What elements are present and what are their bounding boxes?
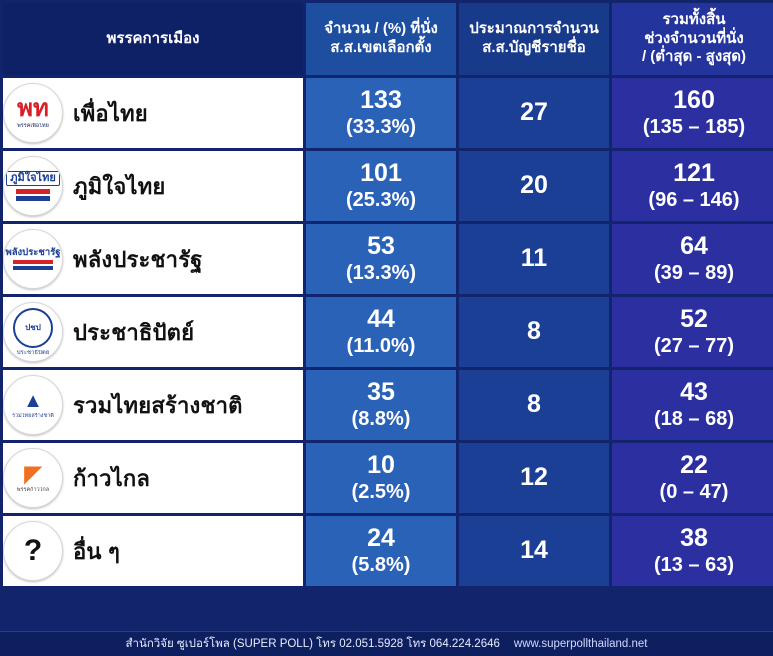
constituency-seats-cell	[306, 297, 456, 367]
constituency-seats-percent: (5.8%)	[351, 553, 411, 576]
partylist-seats-cell	[459, 224, 609, 294]
total-seats-range: (96 – 146)	[648, 188, 740, 211]
party-logo-icon	[3, 302, 63, 362]
party-name: ภูมิใจไทย	[73, 173, 166, 199]
total-seats-value: 160	[673, 86, 715, 115]
header-total-column	[612, 3, 773, 75]
table-header-row	[3, 3, 773, 75]
constituency-seats-value: 10	[367, 451, 395, 480]
party-logo-mark: ?	[23, 534, 43, 567]
partylist-seats-value: 20	[520, 171, 548, 200]
table-row	[3, 370, 773, 440]
logo-red-bar	[13, 260, 53, 264]
partylist-seats-cell	[459, 151, 609, 221]
header-constituency-column	[306, 3, 456, 75]
partylist-seats-cell	[459, 370, 609, 440]
party-cell	[3, 443, 303, 513]
constituency-seats-cell	[306, 443, 456, 513]
party-name: ประชาธิปัตย์	[73, 319, 195, 345]
logo-blue-bar	[13, 266, 53, 270]
header-constituency-line1: จำนวน / (%) ที่นั่ง	[324, 20, 438, 38]
constituency-seats-cell	[306, 224, 456, 294]
total-seats-cell	[612, 151, 773, 221]
header-partylist-line2: ส.ส.บัญชีรายชื่อ	[482, 39, 586, 56]
constituency-seats-cell	[306, 78, 456, 148]
party-cell	[3, 516, 303, 586]
party-name: รวมไทยสร้างชาติ	[73, 392, 243, 418]
partylist-seats-value: 8	[527, 390, 541, 419]
partylist-seats-cell	[459, 443, 609, 513]
header-total-line1: รวมทั้งสิ้น	[662, 10, 726, 28]
party-logo-mark: พท	[17, 94, 49, 122]
table-row	[3, 78, 773, 148]
party-cell	[3, 78, 303, 148]
header-total-line2: ช่วงจำนวนที่นั่ง	[644, 29, 744, 47]
constituency-seats-cell	[306, 370, 456, 440]
constituency-seats-percent: (8.8%)	[351, 407, 411, 430]
party-name: เพื่อไทย	[73, 100, 148, 126]
total-seats-cell	[612, 224, 773, 294]
party-logo-icon	[3, 448, 63, 508]
table-row	[3, 151, 773, 221]
table-row	[3, 297, 773, 367]
party-logo-mark: ▲	[23, 389, 43, 412]
total-seats-range: (135 – 185)	[642, 115, 746, 138]
logo-blue-bar	[16, 196, 50, 201]
total-seats-value: 64	[680, 232, 708, 261]
partylist-seats-value: 8	[527, 317, 541, 346]
constituency-seats-value: 101	[360, 159, 402, 188]
header-partylist-line1: ประมาณการจำนวน	[469, 20, 599, 38]
total-seats-value: 43	[680, 378, 708, 407]
constituency-seats-cell	[306, 516, 456, 586]
total-seats-cell	[612, 297, 773, 367]
party-cell	[3, 224, 303, 294]
party-name: พลังประชารัฐ	[73, 246, 203, 272]
party-logo-sub: ประชาธิปัตย์	[16, 349, 50, 356]
constituency-seats-cell	[306, 151, 456, 221]
total-seats-range: (18 – 68)	[653, 407, 735, 430]
party-logo-icon	[3, 156, 63, 216]
party-logo-sub: พรรคก้าวไกล	[16, 486, 50, 493]
table-row	[3, 224, 773, 294]
party-cell	[3, 151, 303, 221]
total-seats-value: 38	[680, 524, 708, 553]
total-seats-range: (0 – 47)	[659, 480, 729, 503]
total-seats-range: (39 – 89)	[653, 261, 735, 284]
total-seats-cell	[612, 443, 773, 513]
constituency-seats-percent: (2.5%)	[351, 480, 411, 503]
party-cell	[3, 370, 303, 440]
total-seats-range: (13 – 63)	[653, 553, 735, 576]
constituency-seats-value: 44	[367, 305, 395, 334]
footer-source: สำนักวิจัย ซูเปอร์โพล (SUPER POLL) โทร 02.051.5928 โทร 064.224.2646	[125, 638, 500, 650]
constituency-seats-value: 53	[367, 232, 395, 261]
party-logo-sub: พรรคเพื่อไทย	[17, 122, 49, 129]
party-logo-icon	[3, 229, 63, 289]
logo-red-bar	[16, 189, 50, 194]
header-constituency-line2: ส.ส.เขตเลือกตั้ง	[330, 39, 432, 56]
party-name: อื่น ๆ	[73, 538, 120, 564]
constituency-seats-percent: (11.0%)	[346, 334, 416, 357]
table-row	[3, 516, 773, 586]
total-seats-value: 52	[680, 305, 708, 334]
partylist-seats-value: 14	[520, 536, 548, 565]
total-seats-cell	[612, 78, 773, 148]
constituency-seats-value: 35	[367, 378, 395, 407]
total-seats-cell	[612, 370, 773, 440]
party-logo-mark: ภูมิใจไทย	[6, 171, 60, 186]
partylist-seats-cell	[459, 297, 609, 367]
partylist-seats-cell	[459, 516, 609, 586]
header-party-column	[3, 3, 303, 75]
party-logo-icon	[3, 83, 63, 143]
table-row	[3, 443, 773, 513]
constituency-seats-value: 24	[367, 524, 395, 553]
footer-website[interactable]: www.superpollthailand.net	[513, 638, 648, 650]
party-logo-mark: ปชป	[13, 308, 53, 348]
total-seats-value: 121	[673, 159, 715, 188]
constituency-seats-percent: (33.3%)	[345, 115, 417, 138]
constituency-seats-percent: (25.3%)	[345, 188, 417, 211]
party-logo-icon	[3, 375, 63, 435]
party-logo-mark: ◤	[24, 460, 42, 486]
constituency-seats-value: 133	[360, 86, 402, 115]
party-name: ก้าวไกล	[73, 465, 151, 491]
partylist-seats-value: 27	[520, 98, 548, 127]
party-logo-mark: พลังประชารัฐ	[5, 246, 61, 258]
party-logo-sub: รวมไทยสร้างชาติ	[12, 412, 54, 419]
footer-credit	[0, 631, 773, 656]
partylist-seats-value: 11	[520, 244, 548, 273]
constituency-seats-percent: (13.3%)	[345, 261, 417, 284]
partylist-seats-value: 12	[520, 463, 548, 492]
party-cell	[3, 297, 303, 367]
partylist-seats-cell	[459, 78, 609, 148]
party-logo-icon	[3, 521, 63, 581]
header-total-line3: / (ต่ำสุด - สูงสุด)	[641, 48, 747, 66]
total-seats-value: 22	[680, 451, 708, 480]
header-party-label: พรรคการเมือง	[106, 29, 200, 47]
total-seats-cell	[612, 516, 773, 586]
total-seats-range: (27 – 77)	[653, 334, 735, 357]
header-partylist-column	[459, 3, 609, 75]
